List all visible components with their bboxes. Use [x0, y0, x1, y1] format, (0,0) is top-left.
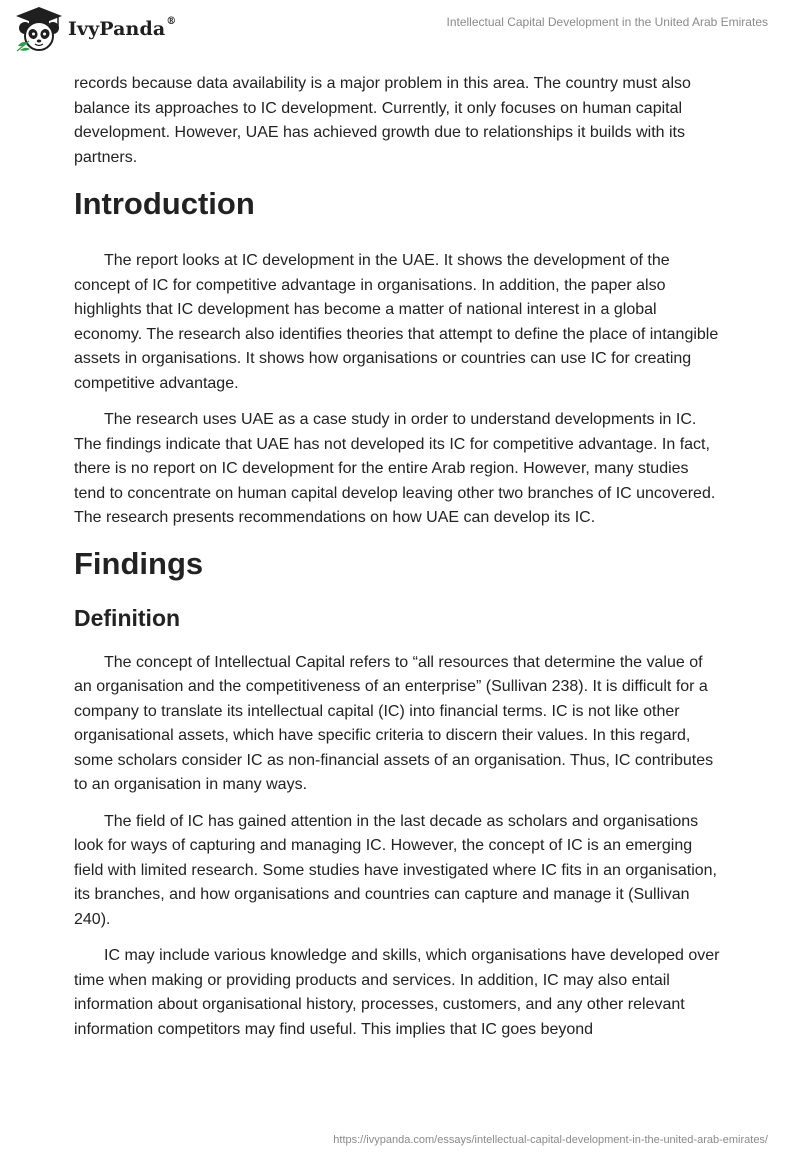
page-header [0, 0, 800, 62]
definition-paragraph: The field of IC has gained attention in the last decade as scholars and organisations look for ways of capturing and managing IC. However, the concept of IC is an emerging field with limited research. Some studies have investigated where IC fits in an organisation, its branches, and how organisations and countries can capture and manage it (Sullivan 240). [74, 812, 717, 928]
registered-mark: ® [166, 16, 177, 27]
introduction-paragraph: The report looks at IC development in the UAE. It shows the development of the concept of IC for competitive advantage in organisations. In addition, the paper also highlights that IC development has become a matter of national interest in a global economy. The research also identifies theories that attempt to define the place of intangible assets in organisations. It shows how organisations or countries can use IC for creating competitive advantage. [74, 252, 719, 392]
introduction-paragraph: The research uses UAE as a case study in order to understand developments in IC. The findings indicate that UAE has not developed its IC for competitive advantage. In fact, there is no report on IC development for the entire Arab region. However, many studies tend to concentrate on human capital develop leaving other two branches of IC uncovered. The research presents recommendations on how UAE can develop its IC. [74, 411, 716, 526]
ivypanda-logo[interactable] [14, 6, 176, 52]
lead-paragraph: records because data availability is a major problem in this area. The country must also balance its approaches to IC development. Currently, it only focuses on human capital development. However, UAE has achieved growth due to relationships it builds with its partners. [74, 75, 691, 166]
heading-definition: Definition [74, 604, 181, 631]
heading-findings: Findings [74, 545, 204, 581]
definition-paragraph: The concept of Intellectual Capital refers to “all resources that determine the value of an organisation and the competitiveness of an enterprise” (Sullivan 238). It is difficult for a company to translate its intellectual capital (IC) into financial terms. IC is not like other organisational assets, which have specific criteria to discern their values. In this regard, some scholars consider IC as non-financial assets of an organisation. Thus, IC contributes to an organisation in many ways. [74, 653, 714, 793]
panda-mascot-icon [14, 6, 64, 52]
definition-paragraph: IC may include various knowledge and skills, which organisations have developed over time when making or providing products and services. In addition, IC may also entail information about organisational history, processes, customers, and any other relevant information competitors may find useful. This implies that IC goes beyond [74, 947, 720, 1038]
document-title: Intellectual Capital Development in the United Arab Emirates [446, 15, 768, 29]
footer-source-url[interactable]: https://ivypanda.com/essays/intellectual-capital-development-in-the-united-arab-emirates/ [333, 1134, 768, 1146]
heading-introduction: Introduction [74, 186, 255, 221]
essay-content [74, 72, 724, 1054]
brand-name: IvyPanda® [68, 16, 177, 40]
